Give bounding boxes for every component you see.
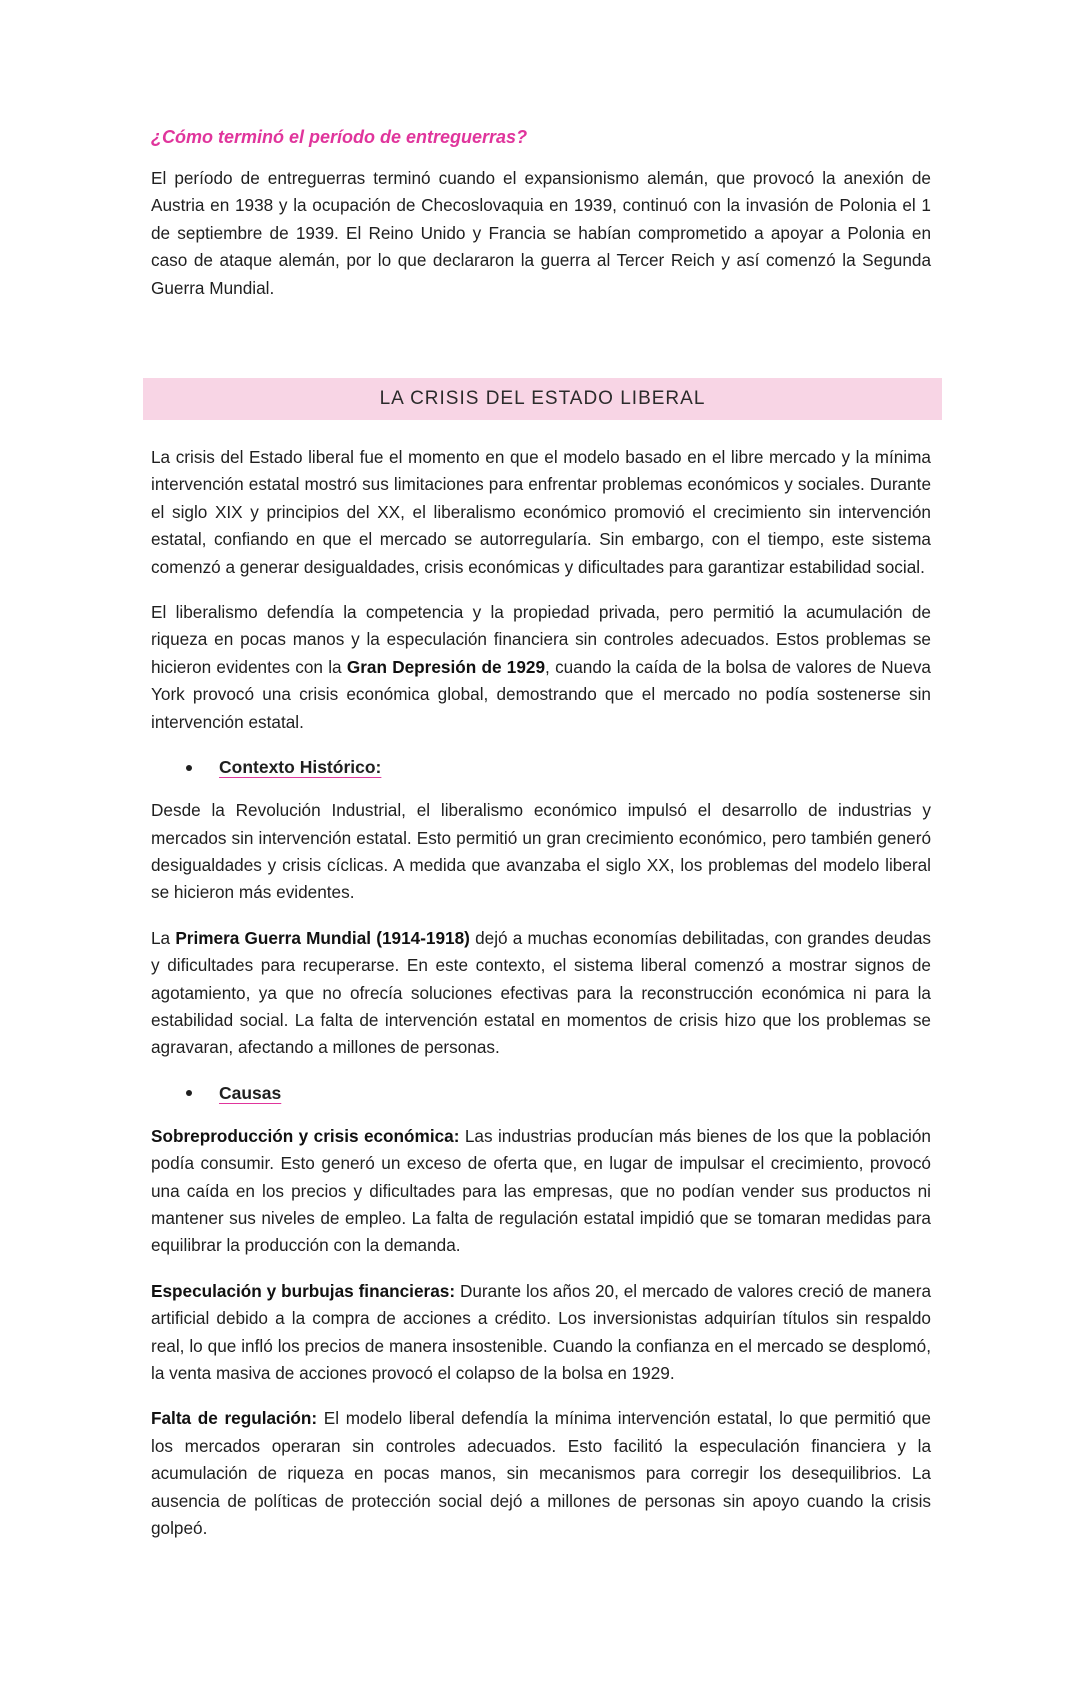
cause-paragraph: Falta de regulación: El modelo liberal defendía la mínima intervención estatal, lo que permitió que los mercados operaran sin controles adecuados. Esto facilitó la especulación financiera y la acumulación de riqueza en pocas manos, sin mecanismos para corregir los desequilibrios. La ausencia de políticas de protección social dejó a millones de personas sin apoyo cuando la crisis golpeó. xyxy=(151,1408,931,1539)
cause-term: Sobreproducción y crisis económica: xyxy=(151,1125,460,1146)
cause-paragraph: Sobreproducción y crisis económica: Las industrias producían más bienes de los que la población podía consumir. Esto generó un exceso de oferta que, en lugar de impulsar el crecimiento, provocó una caída en los precios y dificultades para las empresas, que no podían vender sus productos ni mantener sus niveles de empleo. La falta de regulación estatal impidió que se tomaran medidas para equilibrar la producción con la demanda. xyxy=(151,1125,931,1256)
section-title: LA CRISIS DEL ESTADO LIBERAL xyxy=(379,388,706,410)
intro-paragraph: El período de entreguerras terminó cuando el expansionismo alemán, que provocó la anexión de Austria en 1938 y la ocupación de Checoslovaquia en 1939, continuó con la invasión de Polonia el 1 de septiembre de 1939. El Reino Unido y Francia se habían comprometido a apoyar a Polonia en caso de ataque alemán, por lo que declararon la guerra al Tercer Reich y así comenzó la Segunda Guerra Mundial. xyxy=(151,168,931,298)
bold-term: Primera Guerra Mundial (1914-1918) xyxy=(175,927,470,948)
cause-paragraph: Especulación y burbujas financieras: Durante los años 20, el mercado de valores creció de manera artificial debido a la compra de acciones a crédito. Los inversionistas adquirían títulos sin respaldo real, lo que infló los precios de manera insostenible. Cuando la confianza en el mercado se desplomó, la venta masiva de acciones provocó el colapso de la bolsa en 1929. xyxy=(151,1280,932,1383)
bold-term: Gran Depresión de 1929 xyxy=(346,656,546,677)
bullet-dot-icon xyxy=(186,1090,192,1096)
contexto-paragraph-2: La Primera Guerra Mundial (1914-1918) dejó a muchas economías debilitadas, con grandes deudas y dificultades para recuperarse. En este contexto, el sistema liberal comenzó a mostrar signos de agotamiento, ya que no ofrecía soluciones efectivas para la reconstrucción económica ni para la estabilidad social. La falta de intervención estatal en momentos de crisis hizo que los problemas se agravaran, afectando a millones de personas. xyxy=(151,927,931,1058)
cause-term: Falta de regulación: xyxy=(151,1408,318,1429)
bullet-heading: Contexto Histórico: xyxy=(219,757,382,778)
cause-term: Especulación y burbujas financieras: xyxy=(151,1280,456,1301)
bullet-dot-icon xyxy=(186,765,192,771)
crisis-paragraph-2: El liberalismo defendía la competencia y la propiedad privada, pero permitió la acumulación de riqueza en pocas manos y la especulación financiera sin controles adecuados. Estos problemas se hicieron evidentes con la Gran Depresión de 1929, cuando la caída de la bolsa de valores de Nueva York provocó una crisis económica global, demostrando que el mercado no podía sostenerse sin intervención estatal. xyxy=(151,602,931,732)
crisis-paragraph-1: La crisis del Estado liberal fue el momento en que el modelo basado en el libre mercado y la mínima intervención estatal mostró sus limitaciones para enfrentar problemas económicos y sociales. Durante el siglo XIX y principios del XX, el liberalismo económico promovió el crecimiento sin intervención estatal, confiando en que el mercado se autorregularía. Sin embargo, con el tiempo, este sistema comenzó a generar desigualdades, crisis económicas y dificultades para garantizar estabilidad social. xyxy=(151,447,931,577)
section-title-banner xyxy=(143,378,942,420)
bullet-heading: Causas xyxy=(219,1082,282,1103)
contexto-paragraph-1: Desde la Revolución Industrial, el liberalismo económico impulsó el desarrollo de industrias y mercados sin intervención estatal. Esto permitió un gran crecimiento económico, pero también generó desigualdades y crisis cíclicas. A medida que avanzaba el siglo XX, los problemas del modelo liberal se hicieron más evidentes. xyxy=(151,800,931,903)
bullet-contexto xyxy=(151,754,931,781)
section-question-heading: ¿Cómo terminó el período de entreguerras? xyxy=(151,127,528,147)
document-page xyxy=(151,124,931,1560)
bullet-causas xyxy=(151,1080,931,1107)
